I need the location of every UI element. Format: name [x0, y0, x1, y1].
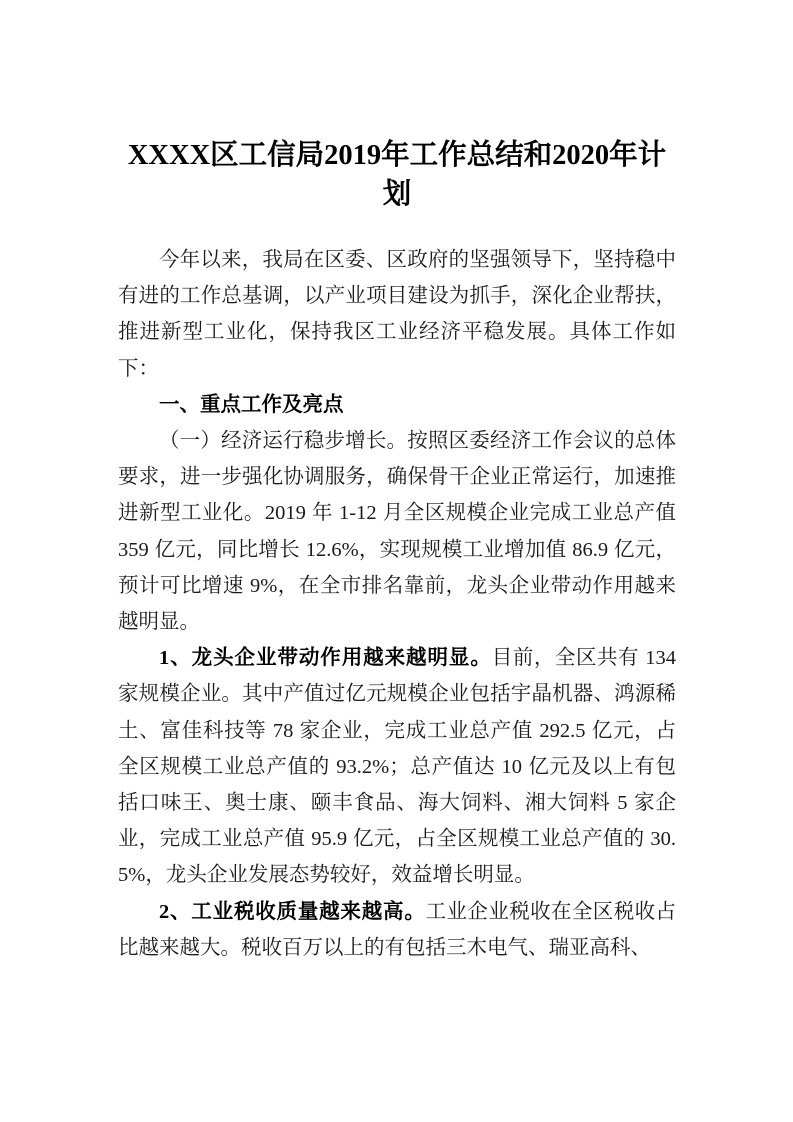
item-1-lead: 1、龙头企业带动作用越来越明显。 — [159, 647, 492, 670]
page-content — [118, 0, 676, 966]
item-2-text: 工业企业税收在全区税收占比越来越大。税收百万以上的有包括三木电气、瑞亚高科、 — [118, 900, 676, 959]
item-1-text: 目前，全区共有 134 家规模企业。其中产值过亿元规模企业包括宇晶机器、鸿源稀土、富佳科技等 78 家企业，完成工业总产值 292.5 亿元，占全区规模工业总产值的 93.2%；总产值达 10 亿元及以上有包括口味王、奥士康、颐丰食品、海大饲料、湘大饲料 5 家企业，完成工业总产值 95.9 亿元，占全区规模工业总产值的 30.5%，龙头企业发展态势较好，效益增长明显。 — [118, 647, 676, 887]
item-2-lead: 2、工业税收质量越来越高。 — [159, 900, 426, 923]
item-2-paragraph — [118, 894, 676, 966]
item-1-paragraph — [118, 640, 676, 893]
subsection-one-paragraph: （一）经济运行稳步增长。按照区委经济工作会议的总体要求，进一步强化协调服务，确保骨干企业正常运行，加速推进新型工业化。2019 年 1-12 月全区规模企业完成工业总产值 359 亿元，同比增长 12.6%，实现规模工业增加值 86.9 亿元，预计可比增速 9%，在全市排名靠前，龙头企业带动作用越来越明显。 — [118, 430, 676, 634]
section-heading-one: 一、重点工作及亮点 — [159, 392, 344, 416]
document-body — [118, 242, 676, 966]
page-title: XXXX区工信局2019年工作总结和2020年计划 — [127, 140, 667, 210]
intro-paragraph: 今年以来，我局在区委、区政府的坚强领导下，坚持稳中有进的工作总基调，以产业项目建设为抓手，深化企业帮扶，推进新型工业化，保持我区工业经济平稳发展。具体工作如下： — [118, 249, 676, 380]
